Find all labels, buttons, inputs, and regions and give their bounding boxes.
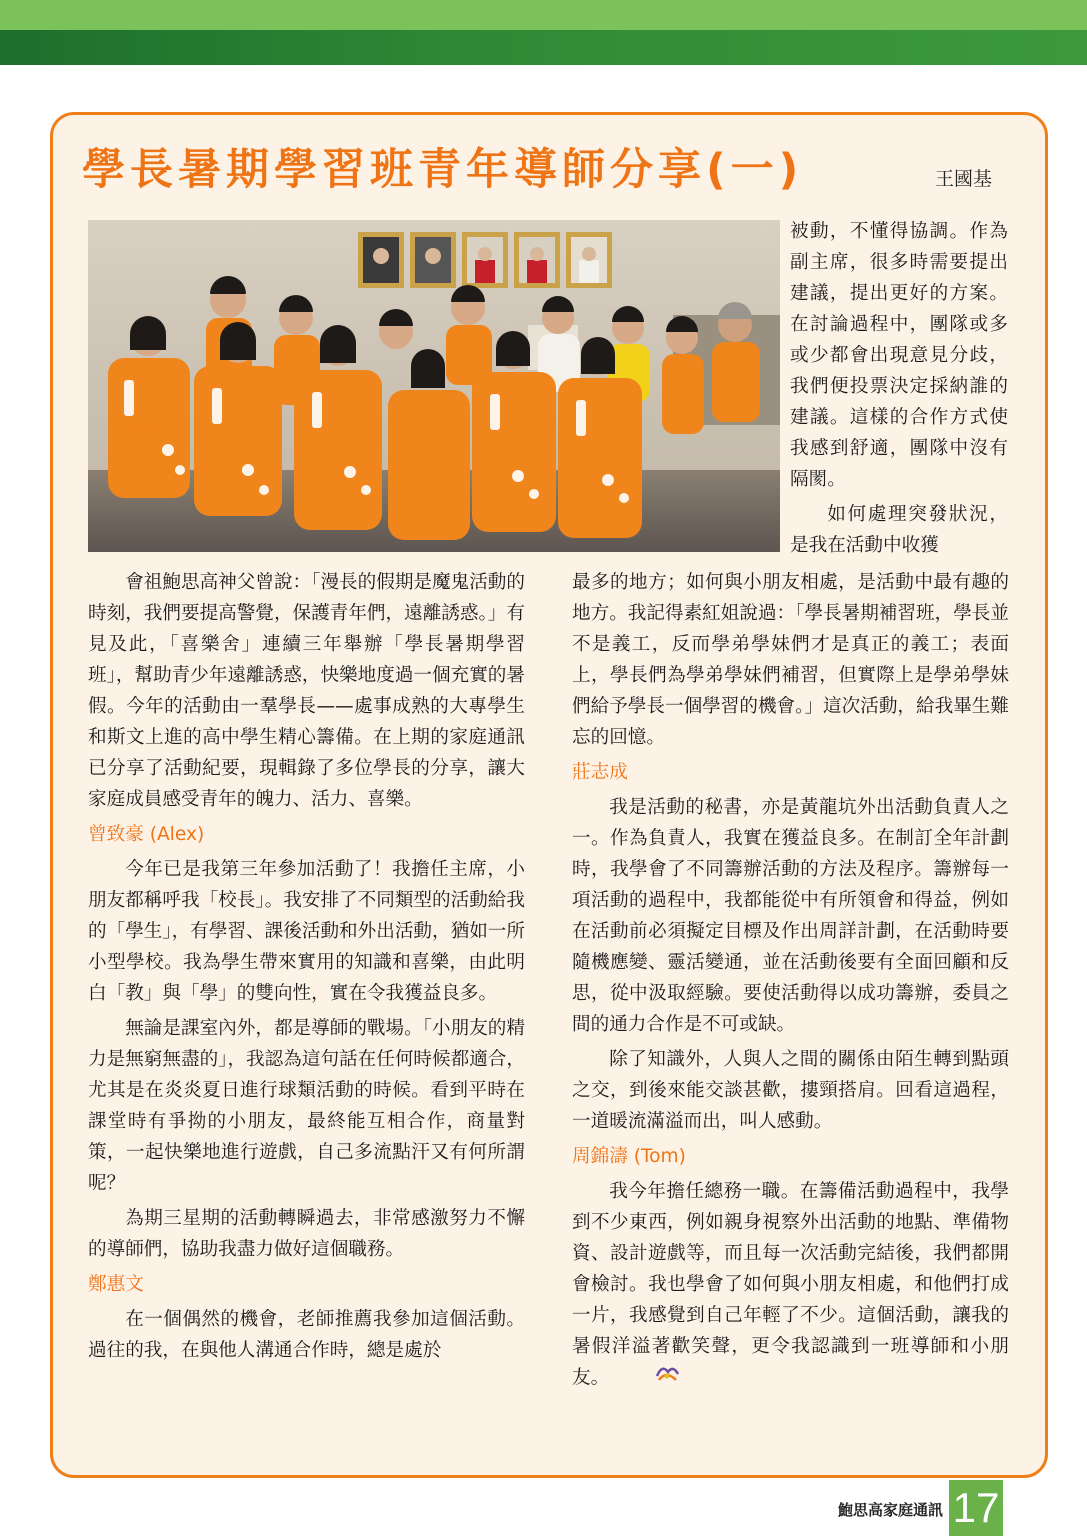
continue-paragraph: 最多的地方；如何與小朋友相處，是活動中最有趣的地方。我記得素紅姐說過：「學長暑期補習班，學長並不是義工，反而學弟學妹們才是真正的義工；表面上，學長們為學弟學妹們補習，但實際上是學弟學妹們給予學長一個學習的機會。」這次活動，給我畢生難忘的回憶。 bbox=[572, 572, 1009, 748]
right-column-bottom bbox=[572, 567, 1009, 1394]
speaker1-paragraph-2: 無論是課室內外，都是導師的戰場。「小朋友的精力是無窮無盡的」，我認為這句話在任何時候都適合，尤其是在炎炎夏日進行球類活動的時候。看到平時在課堂時有爭拗的小朋友，最終能互相合作，商量對策，一起快樂地進行遊戲，自己多流點汗又有何所謂呢？ bbox=[88, 1018, 525, 1194]
wrap-paragraph: 如何處理突發狀況，是我在活動中收獲 bbox=[790, 504, 1008, 556]
intro-paragraph: 會祖鮑思高神父曾說：「漫長的假期是魔鬼活動的時刻，我們要提高警覺，保護青年們，遠離誘惑。」有見及此，「喜樂舍」連續三年舉辦「學長暑期學習班」，幫助青少年遠離誘惑，快樂地度過一個充實的暑假。今年的活動由一羣學長——處事成熟的大專學生和斯文上進的高中學生精心籌備。在上期的家庭通訊已分享了活動紀要，現輯錄了多位學長的分享，讓大家庭成員感受青年的魄力、活力、喜樂。 bbox=[88, 572, 525, 810]
speaker3-paragraph-1: 我是活動的秘書，亦是黃龍坑外出活動負責人之一。作為負責人，我實在獲益良多。在制訂全年計劃時，我學會了不同籌辦活動的方法及程序。籌辦每一項活動的過程中，我都能從中有所領會和得益，例如在活動前必須擬定目標及作出周詳計劃，在活動時要隨機應變、靈活變通，並在活動後要有全面回顧和反思，從中汲取經驗。要使活動得以成功籌辦，委員之間的通力合作是不可或缺。 bbox=[572, 797, 1009, 1035]
speaker4-paragraph-1 bbox=[572, 1176, 1009, 1394]
speaker2-paragraph-1: 在一個偶然的機會，老師推薦我參加這個活動。過往的我，在與他人溝通合作時，總是處於 bbox=[88, 1309, 525, 1361]
wall-portraits bbox=[358, 232, 612, 288]
header-band-light bbox=[0, 0, 1087, 30]
speaker-name-chong: 莊志成 bbox=[572, 762, 628, 783]
end-mark-icon bbox=[617, 1362, 680, 1394]
speaker-name-tom: 周錦濤 (Tom) bbox=[572, 1146, 686, 1167]
group-photo bbox=[88, 220, 780, 552]
article-author: 王國基 bbox=[935, 168, 993, 190]
speaker3-paragraph-2: 除了知識外，人與人之間的關係由陌生轉到點頭之交，到後來能交談甚歡，摟頸搭肩。回看這過程，一道暖流滿溢而出，叫人感動。 bbox=[572, 1049, 1009, 1132]
speaker1-paragraph-3: 為期三星期的活動轉瞬過去，非常感激努力不懈的導師們，協助我盡力做好這個職務。 bbox=[88, 1208, 525, 1260]
page-number: 17 bbox=[949, 1480, 1003, 1536]
right-column-top bbox=[790, 216, 1008, 561]
header-band-dark bbox=[0, 30, 1087, 65]
article-title: 學長暑期學習班青年導師分享(一) bbox=[82, 145, 804, 195]
shirt-print-text: 喜樂舍 bbox=[129, 425, 157, 435]
speaker1-paragraph-1: 今年已是我第三年參加活動了！我擔任主席，小朋友都稱呼我「校長」。我安排了不同類型的活動給我的「學生」，有學習、課後活動和外出活動，猶如一所小型學校。我為學生帶來實用的知識和喜樂，由此明白「教」與「學」的雙向性，實在令我獲益良多。 bbox=[88, 859, 525, 1004]
top-paragraph: 被動，不懂得協調。作為副主席，很多時需要提出建議，提出更好的方案。在討論過程中，團隊或多或少都會出現意見分歧，我們便投票決定採納誰的建議。這樣的合作方式使我感到舒適，團隊中沒有隔閡。 bbox=[790, 221, 1008, 490]
speaker-name-cheng: 鄭惠文 bbox=[88, 1274, 144, 1295]
speaker-name-alex: 曾致豪 (Alex) bbox=[88, 824, 205, 845]
publication-name: 鮑思高家庭通訊 bbox=[838, 1501, 944, 1519]
speaker4-paragraph-text: 我今年擔任總務一職。在籌備活動過程中，我學到不少東西，例如親身視察外出活動的地點、準備物資、設計遊戲等，而且每一次活動完結後，我們都開會檢討。我也學會了如何與小朋友相處，和他們打成一片，我感覺到自己年輕了不少。這個活動，讓我的暑假洋溢著歡笑聲，更令我認識到一班導師和小朋友。 bbox=[572, 1181, 1009, 1389]
left-column bbox=[88, 567, 525, 1366]
